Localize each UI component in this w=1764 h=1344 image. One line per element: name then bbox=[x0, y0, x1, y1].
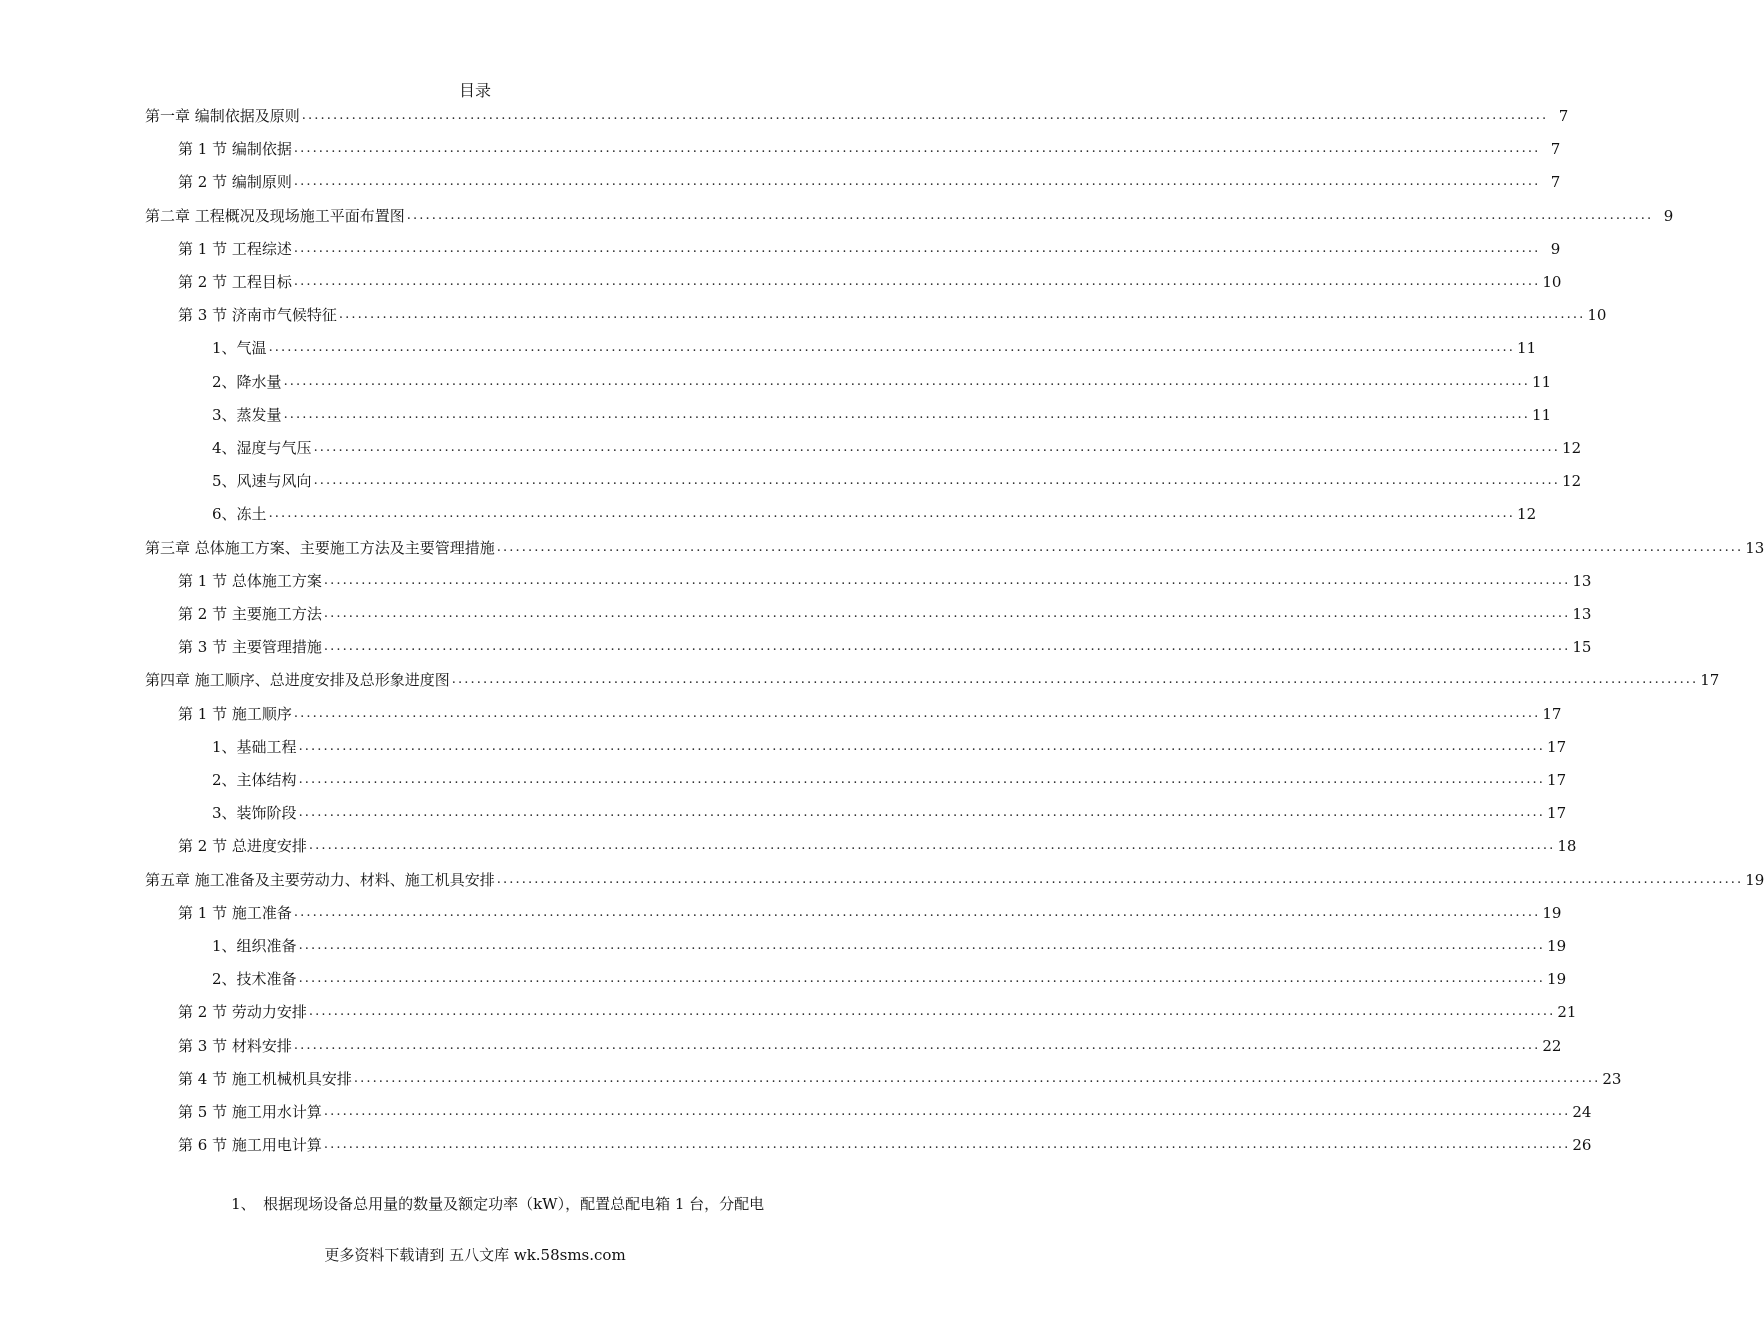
toc-leader-dots: ........................................................................................................................................................................................................ bbox=[293, 240, 1541, 256]
toc-entry-text: 材料安排 bbox=[231, 1036, 292, 1055]
toc-entry-text: 总进度安排 bbox=[231, 837, 307, 856]
toc-entry[interactable] bbox=[178, 569, 1592, 593]
toc-entry[interactable] bbox=[145, 104, 1569, 128]
toc-entry[interactable] bbox=[178, 1067, 1622, 1091]
toc-page-number: 13 bbox=[1572, 605, 1592, 623]
toc-leader-dots: ........................................................................................................................................................................................................ bbox=[323, 639, 1571, 655]
toc-leader-dots: ........................................................................................................................................................................................................ bbox=[451, 672, 1699, 688]
toc-entry[interactable] bbox=[178, 834, 1577, 858]
toc-entry-number: 第 1 节 bbox=[178, 239, 232, 258]
toc-entry-text: 劳动力安排 bbox=[231, 1003, 307, 1022]
toc-entry-text: 风速与风向 bbox=[236, 472, 312, 491]
toc-entry[interactable] bbox=[178, 170, 1561, 194]
toc-entry[interactable] bbox=[212, 370, 1552, 394]
toc-leader-dots: ........................................................................................................................................................................................................ bbox=[313, 473, 1561, 489]
toc-leader-dots: ........................................................................................................................................................................................................ bbox=[293, 904, 1541, 920]
toc-entry-number: 第二章 bbox=[145, 206, 195, 225]
toc-entry-number: 第 6 节 bbox=[178, 1136, 232, 1155]
toc-page-number: 17 bbox=[1547, 804, 1567, 823]
toc-entry-text: 编制依据及原则 bbox=[194, 107, 300, 125]
toc-leader-dots: ........................................................................................................................................................................................................ bbox=[293, 141, 1541, 157]
toc-entry-number: 4、 bbox=[212, 439, 237, 457]
toc-entry-text: 技术准备 bbox=[236, 970, 297, 989]
toc-leader-dots: ........................................................................................................................................................................................................ bbox=[308, 838, 1556, 854]
toc-leader-dots: ........................................................................................................................................................................................................ bbox=[293, 274, 1541, 289]
toc-page-number: 9 bbox=[1663, 206, 1674, 225]
toc-leader-dots: ........................................................................................................................................................................................................ bbox=[406, 207, 1654, 223]
toc-entry[interactable] bbox=[212, 967, 1567, 991]
toc-entry-number: 5、 bbox=[212, 472, 237, 491]
toc-entry-number: 第 2 节 bbox=[178, 1003, 232, 1022]
toc-page-number: 10 bbox=[1587, 306, 1607, 325]
toc-entry-number: 3、 bbox=[212, 405, 237, 424]
toc-page-number: 7 bbox=[1550, 173, 1561, 192]
toc-entry-number: 第 3 节 bbox=[178, 1036, 232, 1055]
toc-page-number: 11 bbox=[1532, 405, 1552, 424]
toc-entry[interactable] bbox=[178, 901, 1562, 925]
toc-leader-dots: ........................................................................................................................................................................................................ bbox=[308, 1004, 1556, 1020]
toc-entry-text: 基础工程 bbox=[236, 737, 297, 756]
toc-entry-number: 2、 bbox=[212, 771, 237, 789]
toc-entry-text: 编制依据 bbox=[231, 140, 292, 159]
toc-leader-dots: ........................................................................................................................................................................................................ bbox=[283, 373, 1531, 389]
toc-page-number: 17 bbox=[1542, 704, 1562, 723]
toc-entry-number: 第 5 节 bbox=[178, 1103, 232, 1121]
page-footer: 更多资料下载请到 五八文库 wk.58sms.com bbox=[324, 1246, 626, 1264]
toc-leader-dots: ........................................................................................................................................................................................................ bbox=[293, 1037, 1541, 1053]
toc-entry[interactable] bbox=[212, 768, 1567, 792]
toc-entry[interactable] bbox=[212, 469, 1582, 493]
toc-entry-number: 1、 bbox=[212, 937, 237, 955]
toc-page-number: 13 bbox=[1572, 571, 1592, 590]
toc-page-number: 19 bbox=[1547, 937, 1567, 955]
toc-page-number: 10 bbox=[1542, 273, 1562, 291]
toc-page-number: 24 bbox=[1572, 1103, 1592, 1121]
toc-entry-text: 蒸发量 bbox=[236, 405, 282, 424]
toc-entry[interactable] bbox=[212, 436, 1582, 460]
toc-leader-dots: ........................................................................................................................................................................................................ bbox=[268, 340, 1516, 356]
toc-entry-number: 第 2 节 bbox=[178, 173, 232, 192]
toc-title: 目录 bbox=[458, 81, 491, 100]
toc-leader-dots: ........................................................................................................................................................................................................ bbox=[268, 506, 1516, 522]
toc-entry-text: 组织准备 bbox=[236, 937, 297, 955]
toc-page-number: 17 bbox=[1547, 737, 1567, 756]
toc-entry-text: 施工顺序 bbox=[231, 704, 292, 723]
toc-entry[interactable] bbox=[178, 270, 1562, 294]
toc-entry-number: 第四章 bbox=[145, 671, 195, 690]
toc-entry[interactable] bbox=[212, 403, 1552, 427]
toc-entry-number: 1、 bbox=[231, 1195, 256, 1213]
toc-entry-text: 气温 bbox=[236, 339, 267, 358]
toc-entry-number: 第 3 节 bbox=[178, 306, 232, 325]
toc-entry-number: 6、 bbox=[212, 505, 237, 524]
toc-leader-dots: ........................................................................................................................................................................................................ bbox=[298, 971, 1546, 987]
toc-entry-text: 施工顺序、总进度安排及总形象进度图 bbox=[194, 671, 450, 690]
toc-page-number: 12 bbox=[1517, 505, 1537, 524]
toc-page-number: 26 bbox=[1572, 1136, 1592, 1155]
toc-entry-text: 施工用电计算 bbox=[231, 1136, 322, 1155]
toc-entry[interactable] bbox=[145, 868, 1764, 892]
toc-entry-number: 第一章 bbox=[145, 107, 195, 125]
toc-entry-text: 根据现场设备总用量的数量及额定功率（kW），配置总配电箱 1 台，分配电 bbox=[263, 1195, 765, 1213]
toc-leader-dots: ........................................................................................................................................................................................................ bbox=[298, 805, 1546, 821]
toc-entry-number: 第 3 节 bbox=[178, 638, 232, 657]
toc-page-number: 19 bbox=[1542, 903, 1562, 922]
toc-entry[interactable] bbox=[212, 735, 1567, 759]
toc-page-number: 11 bbox=[1532, 372, 1552, 391]
toc-entry-number: 第三章 bbox=[145, 538, 195, 557]
toc-entry-number: 第 1 节 bbox=[178, 704, 232, 723]
toc-entry[interactable] bbox=[178, 237, 1561, 261]
toc-entry-number: 第 1 节 bbox=[178, 140, 232, 159]
toc-entry-text: 济南市气候特征 bbox=[231, 306, 337, 325]
toc-entry-number: 第 1 节 bbox=[178, 903, 232, 922]
toc-leader-dots: ........................................................................................................................................................................................................ bbox=[283, 406, 1531, 422]
toc-entry-text: 主要管理措施 bbox=[231, 638, 322, 657]
toc-entry-number: 第 4 节 bbox=[178, 1069, 232, 1088]
toc-leader-dots: ........................................................................................................................................................................................................ bbox=[338, 307, 1586, 323]
toc-entry[interactable] bbox=[178, 635, 1592, 659]
toc-leader-dots: ........................................................................................................................................................................................................ bbox=[293, 705, 1541, 721]
toc-page-number: 19 bbox=[1745, 870, 1764, 889]
toc-entry-number: 第 2 节 bbox=[178, 605, 232, 623]
toc-entry-number: 第 1 节 bbox=[178, 571, 232, 590]
toc-entry-number: 第 2 节 bbox=[178, 837, 232, 856]
toc-leader-dots: ........................................................................................................................................................................................................ bbox=[323, 1104, 1571, 1119]
toc-entry-number: 2、 bbox=[212, 970, 237, 989]
toc-entry[interactable] bbox=[178, 303, 1607, 327]
toc-page-number: 11 bbox=[1517, 339, 1537, 358]
toc-page-number: 15 bbox=[1572, 638, 1592, 657]
toc-leader-dots: ........................................................................................................................................................................................................ bbox=[323, 1137, 1571, 1153]
toc-page-number: 13 bbox=[1745, 538, 1764, 557]
toc-entry[interactable] bbox=[212, 801, 1567, 825]
toc-entry[interactable] bbox=[178, 702, 1562, 726]
toc-entry[interactable] bbox=[178, 1133, 1592, 1157]
toc-page-number: 21 bbox=[1557, 1003, 1577, 1022]
toc-entry-number: 1、 bbox=[212, 737, 237, 756]
toc-entry[interactable] bbox=[145, 204, 1674, 228]
toc-page-number: 17 bbox=[1547, 771, 1567, 789]
toc-entry-number: 第五章 bbox=[145, 870, 195, 889]
toc-entry-number: 2、 bbox=[212, 372, 237, 391]
toc-leader-dots: ........................................................................................................................................................................................................ bbox=[353, 1070, 1601, 1086]
toc-entry[interactable] bbox=[212, 934, 1567, 958]
toc-leader-dots: ........................................................................................................................................................................................................ bbox=[496, 871, 1744, 887]
toc-entry-text: 冻土 bbox=[236, 505, 267, 524]
toc-page-number: 7 bbox=[1558, 107, 1569, 125]
toc-page-number: 17 bbox=[1700, 671, 1720, 690]
toc-leader-dots: ........................................................................................................................................................................................................ bbox=[298, 772, 1546, 787]
toc-page-number: 18 bbox=[1557, 837, 1577, 856]
toc-leader-dots: ........................................................................................................................................................................................................ bbox=[301, 108, 1549, 123]
toc-entry-text: 主要施工方法 bbox=[231, 605, 322, 623]
toc-entry[interactable] bbox=[178, 602, 1592, 626]
toc-page-number: 22 bbox=[1542, 1036, 1562, 1055]
toc-entry-text: 编制原则 bbox=[231, 173, 292, 192]
toc-entry[interactable] bbox=[145, 668, 1720, 692]
toc-entry-number: 1、 bbox=[212, 339, 237, 358]
toc-entry-number: 3、 bbox=[212, 804, 237, 823]
toc-entry-text: 装饰阶段 bbox=[236, 804, 297, 823]
toc-entry-text: 工程目标 bbox=[231, 273, 292, 291]
toc-entry-text: 总体施工方案 bbox=[231, 571, 322, 590]
toc-page-number: 23 bbox=[1602, 1069, 1622, 1088]
toc-entry[interactable] bbox=[178, 1100, 1592, 1124]
toc-entry-text: 湿度与气压 bbox=[236, 439, 312, 457]
toc-leader-dots: ........................................................................................................................................................................................................ bbox=[323, 572, 1571, 588]
toc-leader-dots: ........................................................................................................................................................................................................ bbox=[298, 738, 1546, 754]
toc-entry[interactable] bbox=[178, 1034, 1562, 1058]
toc-leader-dots: ........................................................................................................................................................................................................ bbox=[298, 938, 1546, 953]
toc-entry-text: 施工用水计算 bbox=[231, 1103, 322, 1121]
toc-entry-number: 第 2 节 bbox=[178, 273, 232, 291]
toc-page-number: 12 bbox=[1562, 472, 1582, 491]
toc-entry-text: 工程综述 bbox=[231, 239, 292, 258]
toc-entry-text: 施工准备及主要劳动力、材料、施工机具安排 bbox=[194, 870, 495, 889]
toc-entry-wrapped[interactable] bbox=[212, 1168, 764, 1240]
toc-entry-text: 工程概况及现场施工平面布置图 bbox=[194, 206, 405, 225]
toc-entry[interactable] bbox=[212, 336, 1537, 360]
toc-page-number: 19 bbox=[1547, 970, 1567, 989]
toc-leader-dots: ........................................................................................................................................................................................................ bbox=[496, 539, 1744, 555]
toc-page-number: 12 bbox=[1562, 439, 1582, 457]
toc-entry[interactable] bbox=[178, 137, 1561, 161]
toc-entry[interactable] bbox=[178, 1000, 1577, 1024]
toc-entry[interactable] bbox=[212, 502, 1537, 526]
toc-leader-dots: ........................................................................................................................................................................................................ bbox=[313, 440, 1561, 455]
toc-entry-text: 主体结构 bbox=[236, 771, 297, 789]
toc-leader-dots: ........................................................................................................................................................................................................ bbox=[323, 606, 1571, 621]
toc-entry-text: 总体施工方案、主要施工方法及主要管理措施 bbox=[194, 538, 495, 557]
toc-entry-text: 施工机械机具安排 bbox=[231, 1069, 352, 1088]
toc-entry-text: 施工准备 bbox=[231, 903, 292, 922]
toc-leader-dots: ........................................................................................................................................................................................................ bbox=[293, 174, 1541, 190]
toc-entry[interactable] bbox=[145, 536, 1764, 560]
toc-page-number: 9 bbox=[1550, 239, 1561, 258]
toc-page-number: 7 bbox=[1550, 140, 1561, 159]
toc-entry-text: 降水量 bbox=[236, 372, 282, 391]
